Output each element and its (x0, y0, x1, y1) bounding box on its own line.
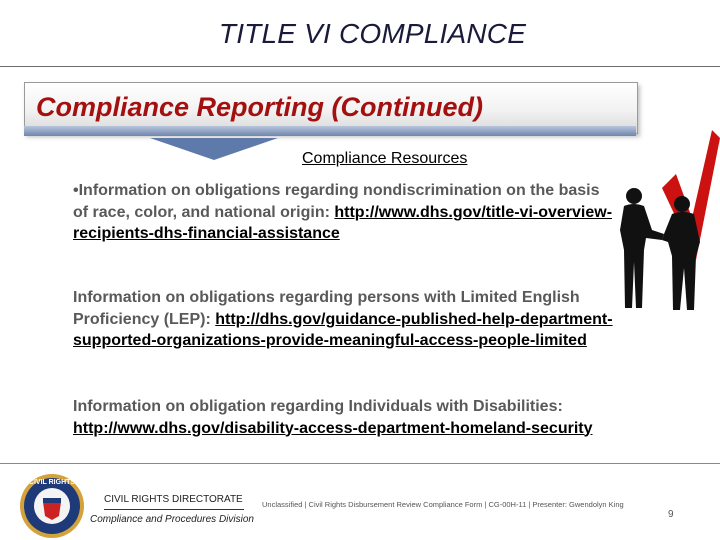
banner-arrow-icon (150, 138, 278, 160)
resource-link[interactable]: http://dhs.gov/guidance-published-help-department-supported-organizations-provide-meaningful-access-people-limited (73, 310, 613, 349)
resource-item-disabilities (73, 396, 613, 439)
banner-ledge (24, 126, 636, 136)
org-divider (104, 509, 244, 510)
resource-text: Information on obligations regarding nondiscrimination on the basis of race, color, and national origin: (73, 182, 600, 221)
section-banner (24, 82, 636, 138)
page-number: 9 (668, 509, 674, 520)
footer-info: Unclassified | Civil Rights Disbursement Review Compliance Form | CG-00H-11 | Presenter: Gwendolyn King (262, 500, 624, 509)
org-line-1: CIVIL RIGHTS DIRECTORATE (104, 494, 243, 505)
seal-text: CIVIL RIGHTS (28, 479, 76, 486)
businessman-left-icon (620, 188, 664, 308)
resource-link[interactable]: http://www.dhs.gov/title-vi-overview-recipients-dhs-financial-assistance (73, 203, 613, 242)
resource-item-lep (73, 287, 613, 352)
resource-text: Information on obligations regarding persons with Limited English Proficiency (LEP): (73, 289, 580, 328)
slide-title: TITLE VI COMPLIANCE (218, 18, 527, 49)
bullet: • (73, 182, 79, 199)
resource-text: Information on obligation regarding Individuals with Disabilities: (73, 398, 563, 415)
handshake-illustration (612, 130, 720, 315)
section-heading: Compliance Resources (302, 150, 468, 167)
resource-link[interactable]: http://www.dhs.gov/disability-access-department-homeland-security (73, 419, 593, 437)
civil-rights-seal (18, 472, 86, 540)
title-divider (0, 66, 720, 67)
org-line-2: Compliance and Procedures Division (90, 514, 254, 525)
footer-divider (0, 463, 720, 464)
resource-item-nondiscrimination (73, 180, 613, 245)
banner-title: Compliance Reporting (Continued) (36, 92, 483, 122)
